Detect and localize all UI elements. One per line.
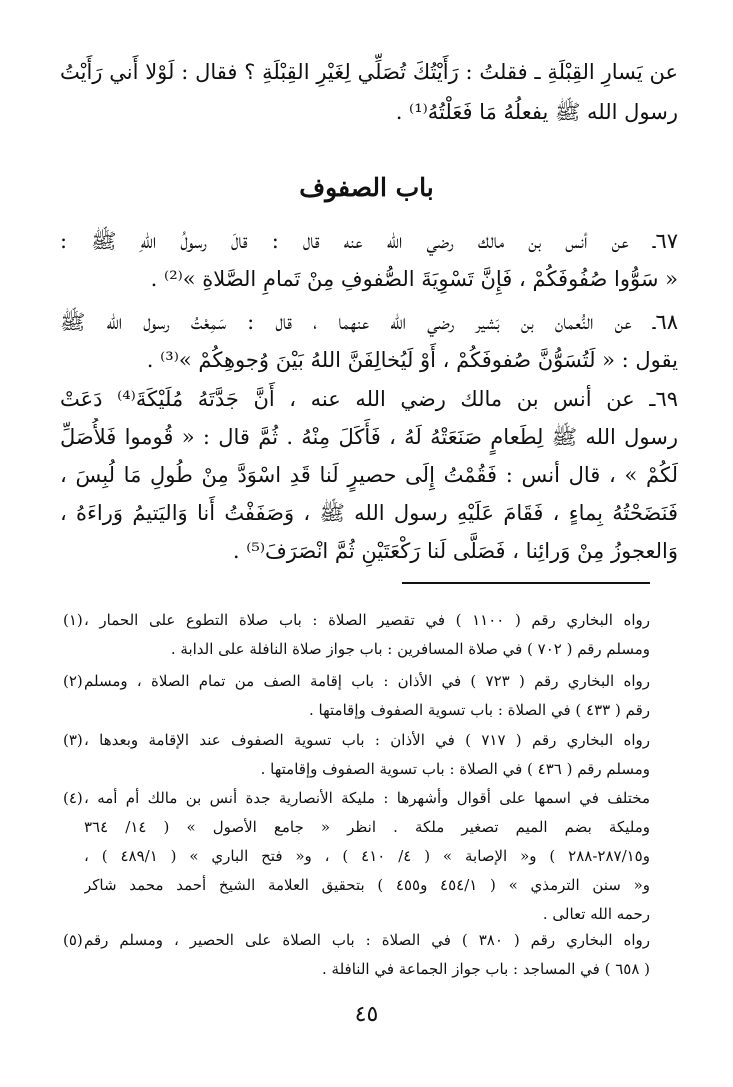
footnote-5: [84, 926, 650, 984]
footnote-line: ومليكة بضم الميم تصغير ملكة . انظر « جامع الأصول » ( ١٤/ ٣٦٤: [84, 818, 650, 836]
footnote-2: [84, 667, 650, 725]
footnote-line: و٢٨٧/١٥-٢٨٨ ) و« الإصابة » ( ٤/ ٤١٠ ) ، و« فتح الباري » ( ٤٨٩/١ ) ،: [84, 847, 650, 865]
footnote-line: و« سنن الترمذي » ( ٤٥٤/١ و٤٥٥ ) بتحقيق العلامة الشيخ أحمد محمد شاكر: [84, 876, 650, 894]
footnote-line: رواه البخاري رقم ( ٧١٧ ) في الأذان : باب تسوية الصفوف عند الإقامة وبعدها ،: [84, 731, 650, 749]
footnote-number: (٣): [63, 731, 83, 749]
footnote-line: رواه البخاري رقم ( ٣٨٠ ) في الصلاة : باب الصلاة على الحصير ، ومسلم رقم: [84, 931, 650, 949]
text-line: ٦٧ـ عن أنس بن مالك رضي الله عنه قال : قالَ رسولُ اللهِ ﷺ :: [60, 229, 678, 253]
footnote-number: (٥): [63, 931, 83, 949]
text-line: « سَوُّوا صُفُوفَكُمْ ، فَإِنَّ تَسْوِيَةَ الصُّفوفِ مِنْ تَمامِ الصَّلاةِ »⁽²⁾ .: [150, 267, 678, 291]
hadith-67: [60, 222, 678, 298]
text-line: ٦٨ـ عن النُّعمان بن بَشير رضي الله عنهما ، قال : سَمِعْتُ رسول الله ﷺ: [60, 310, 678, 334]
footnote-line: رواه البخاري رقم ( ٧٢٣ ) في الأذان : باب إقامة الصف من تمام الصلاة ، ومسلم: [84, 672, 650, 690]
text-line: رسول الله ﷺ يفعلُهُ مَا فَعَلْتُهُ⁽¹⁾ .: [395, 100, 678, 124]
chapter-title: باب الصفوف: [299, 173, 434, 202]
footnote-4: [84, 784, 650, 929]
continuation-paragraph: [60, 52, 678, 132]
text-line: عن يَسارِ القِبْلَةِ ـ فقلتُ : رَأَيْتُكَ تُصَلِّي لِغَيْرِ القِبْلَةِ ؟ فقال : لَوْلا أَني رَأَيْتُ: [60, 60, 678, 84]
text-line: فَنَضَحْتُهُ بِماءٍ ، فَقَامَ عَلَيْهِ رسول الله ﷺ ، وَصَفَفْتُ أَنا وَاليَتيمُ وَراءَهُ ،: [60, 501, 678, 525]
text-line: لَكُمْ » ، قال أنس : فَقُمْتُ إِلَى حصيرٍ لَنا قَدِ اسْوَدَّ مِنْ طُولِ مَا لُبِسَ ،: [60, 463, 678, 487]
footnote-line: مختلف في اسمها على أقوال وأشهرها : مليكة الأنصارية جدة أنس بن مالك أم أمه ،: [84, 789, 650, 807]
text-line: يقول : « لَتُسَوُّنَّ صُفوفَكُمْ ، أَوْ لَيُخالِفَنَّ اللهُ بَيْنَ وُجوهِكُمْ »⁽³⁾ .: [146, 348, 678, 372]
footnote-line: ومسلم رقم ( ٧٠٢ ) في صلاة المسافرين : باب جواز صلاة النافلة على الدابة .: [170, 640, 650, 658]
hadith-68: [60, 303, 678, 379]
footnote-line: رحمه الله تعالى .: [542, 905, 650, 923]
footnote-number: (١): [63, 611, 83, 629]
text-line: وَالعجوزُ مِنْ وَرائِنا ، فَصَلَّى لَنا رَكْعَتَيْنِ ثُمَّ انْصَرَفَ⁽⁵⁾ .: [232, 539, 678, 563]
separator-rule: [402, 582, 650, 584]
footnote-line: ومسلم رقم ( ٤٣٦ ) في الصلاة : باب تسوية الصفوف وإقامتها .: [260, 760, 650, 778]
page-number: ٤٥: [354, 1002, 379, 1027]
footnote-line: رواه البخاري رقم ( ١١٠٠ ) في تقصير الصلاة : باب صلاة التطوع على الحمار ،: [84, 611, 650, 629]
footnote-number: (٤): [63, 789, 83, 807]
footnote-1: [84, 606, 650, 664]
footnote-number: (٢): [63, 672, 83, 690]
footnote-line: ( ٦٥٨ ) في المساجد : باب جواز الجماعة في النافلة .: [322, 960, 650, 978]
footnote-3: [84, 726, 650, 784]
text-line: ٦٩ـ عن أنس بن مالك رضي الله عنه ، أَنَّ جَدَّتَهُ مُلَيْكَةَ⁽⁴⁾ دَعَتْ: [60, 387, 678, 411]
hadith-69: [60, 380, 678, 570]
text-line: رسول الله ﷺ لِطَعامٍ صَنَعَتْهُ لَهُ ، فَأَكَلَ مِنْهُ . ثُمَّ قال : « قُوموا فَلأُصَلِّ: [60, 425, 678, 449]
footnote-line: رقم ( ٤٣٣ ) في الصلاة : باب تسوية الصفوف وإقامتها .: [309, 701, 650, 719]
